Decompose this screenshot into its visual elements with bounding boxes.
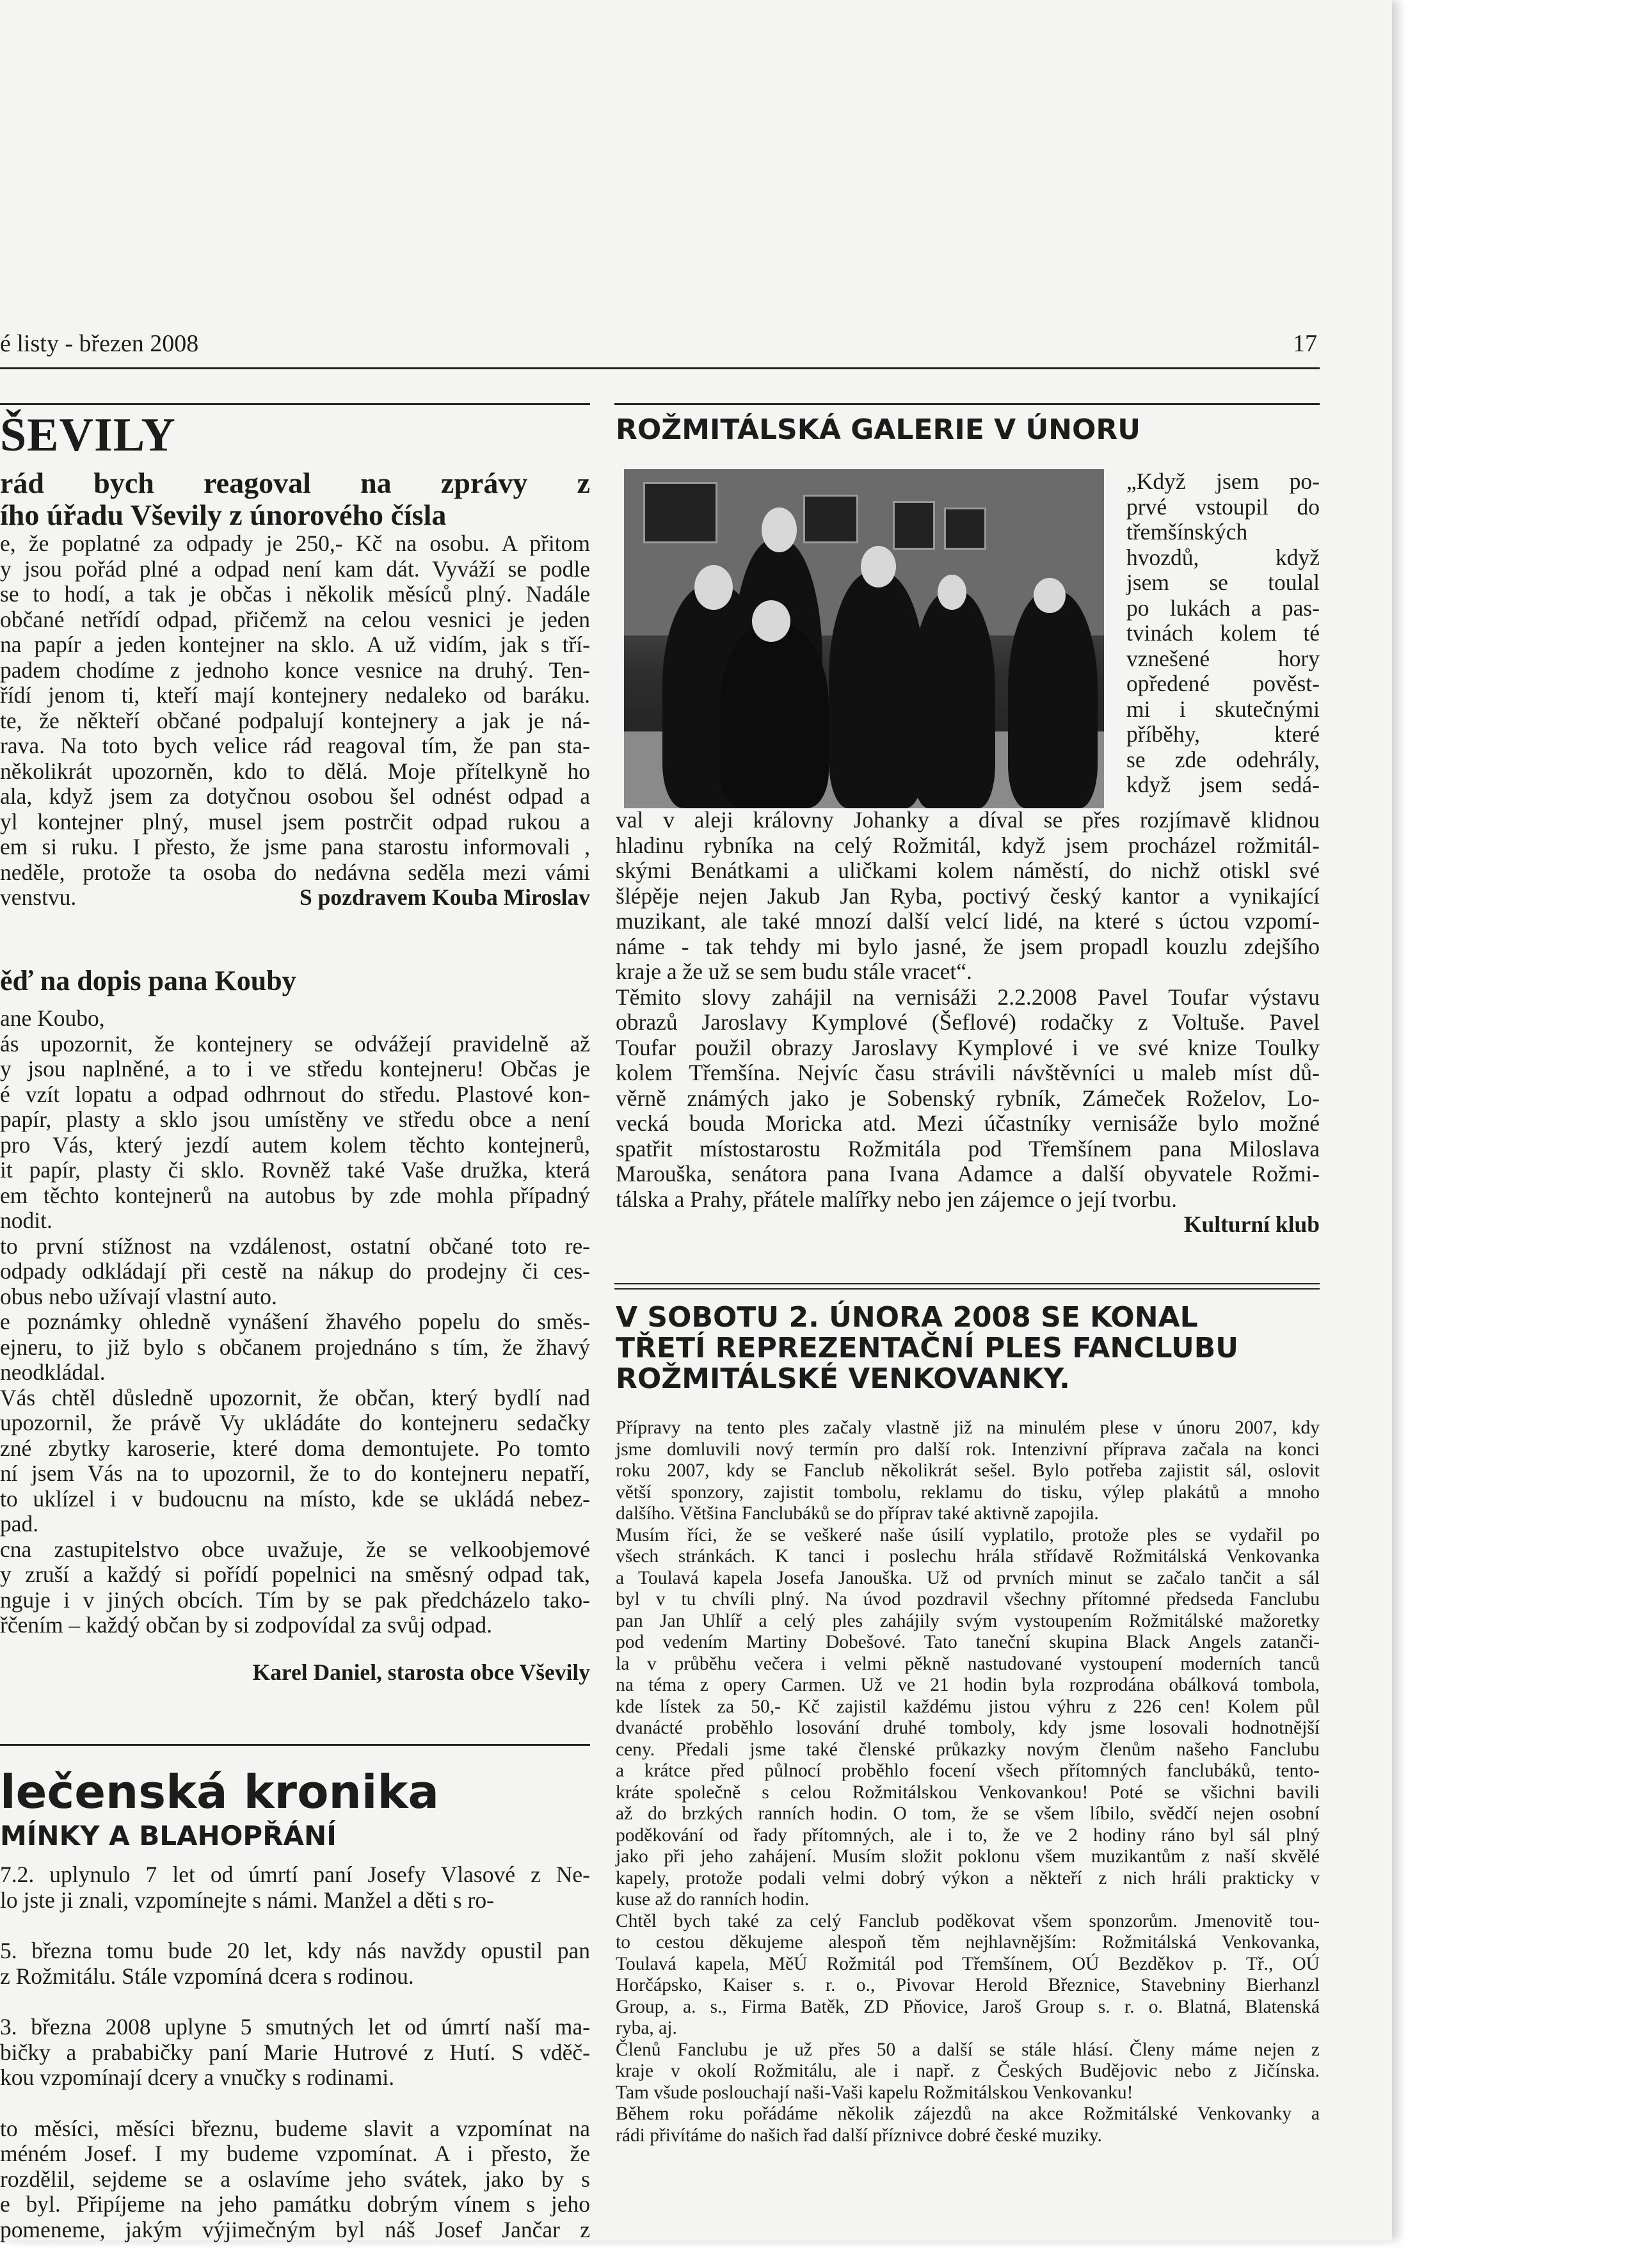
ples-line: a krátce před půlnocí proběhlo focení všech přítomných fanclubáků, tento- bbox=[616, 1761, 1320, 1781]
person bbox=[720, 623, 829, 808]
ples-line: jsme domluvili nový termín pro další rok. Intenzivní příprava začala na konci bbox=[616, 1439, 1320, 1460]
ples-line: pan Jan Uhlíř a celý ples zahájily svým vystoupením Rožmitálské mažoretky bbox=[616, 1610, 1320, 1631]
ples-line: roku 2007, kdy se Fanclub několikrát sešel. Bylo potřeba zajistit sál, oslovit bbox=[616, 1460, 1320, 1481]
kronika-body bbox=[0, 1862, 590, 2268]
ples-line: poděkování od řady přítomných, ale i to, že ve 2 hodiny ráno byl sál plný bbox=[616, 1825, 1320, 1846]
quote-line: prvé vstoupil do bbox=[1126, 493, 1320, 520]
reply-line: Vás chtěl důsledně upozornit, že občan, který bydlí nad bbox=[0, 1384, 590, 1410]
galerie-quote-beside-photo bbox=[1126, 469, 1320, 798]
header-rule bbox=[0, 367, 1320, 369]
galerie-quote-lines bbox=[1126, 469, 1320, 798]
quote-line: tvinách kolem té bbox=[1126, 620, 1320, 646]
galerie-line: val v aleji královny Johanky a díval se přes rozjímavě klidnou bbox=[616, 807, 1320, 833]
ples-line: jako při jeho zahájení. Musím složit poklonu všem muzikantům z naší skvělé bbox=[616, 1846, 1320, 1867]
painting bbox=[803, 495, 858, 543]
ples-line: Group, a. s., Firma Batěk, ZD Pňovice, Jaroš Group s. r. o. Blatná, Blatenská bbox=[616, 1996, 1320, 2017]
galerie-body bbox=[616, 808, 1320, 1238]
reply-signature: Karel Daniel, starosta obce Vševily bbox=[252, 1659, 590, 1685]
reply-heading: ěď na dopis pana Kouby bbox=[0, 965, 296, 996]
ples-line: kuse až do ranních hodin. bbox=[616, 1889, 810, 1910]
ples-line: dvanácté proběhlo losování druhé tomboly, kdy jsme losovali hodnotnější bbox=[616, 1718, 1320, 1738]
page-number: 17 bbox=[1293, 330, 1317, 357]
galerie-line: věrně známých jako je Sobenský rybník, Zámeček Roželov, Lo- bbox=[616, 1085, 1320, 1111]
galerie-line: muzikant, ale také mnozí další velcí lidé, na které s úctou vzpomí- bbox=[616, 908, 1320, 934]
kronika-line: rozdělil, sejdeme se a oslavíme jeho svátek, jako by s bbox=[0, 2166, 590, 2192]
kronika-line: pomeneme, jakým výjimečným byl náš Josef Jančar z bbox=[0, 2216, 590, 2242]
ples-line: Tam všude poslouchají naši-Vaši kapelu Rožmitálskou Venkovanku! bbox=[616, 2082, 1133, 2103]
reply-body bbox=[0, 1006, 590, 1638]
quote-line: po lukách a pas- bbox=[1126, 595, 1320, 621]
quote-line: vznešené hory bbox=[1126, 645, 1320, 671]
ples-line: kraje v okolí Rožmitálu, ale i např. z Českých Budějovic nebo z Jičínska. bbox=[616, 2061, 1320, 2081]
ples-line: la v průběhu večera i velmi pěkně nastudované vystoupení moderních tanců bbox=[616, 1653, 1320, 1674]
reply-line: em těchto kontejnerů na autobus by zde mohla případný bbox=[0, 1182, 590, 1208]
vernissage-photo bbox=[624, 469, 1104, 808]
person-face bbox=[938, 575, 966, 610]
column-rule bbox=[614, 403, 1320, 405]
reply-line: nguje i v jiných obcích. Tím by se pak předcházelo tako- bbox=[0, 1586, 590, 1613]
galerie-line: náme - tak tehdy mi bylo jasné, že jsem propadl kouzlu zdejšího bbox=[616, 933, 1320, 959]
ples-line: a Toulavá kapela Josefa Janouška. Už od prvních minut se začalo tančit a sál bbox=[616, 1567, 1320, 1588]
column-rule bbox=[0, 403, 590, 405]
quote-line: když jsem sedá- bbox=[1126, 772, 1320, 797]
ples-lines bbox=[616, 1418, 1320, 2146]
galerie-line: skými Benátkami a uličkami kolem náměstí, do nichž otiskl své bbox=[616, 858, 1320, 883]
ples-line: byl v tu chvíli plný. Na úvod pozdravil všechny přítomné předseda Fanclubu bbox=[616, 1589, 1320, 1609]
ples-line: na téma z opery Carmen. Už ve 21 hodin byla rozprodána obálková tombola, bbox=[616, 1675, 1320, 1695]
painting bbox=[944, 507, 986, 550]
person-face bbox=[861, 546, 896, 587]
person-face bbox=[752, 600, 790, 642]
galerie-lines bbox=[616, 808, 1320, 1212]
painting bbox=[643, 482, 717, 543]
kronika-paragraph bbox=[0, 2015, 590, 2091]
reply-line: ejneru, to již bylo s občanem projednáno s tím, že žhavý bbox=[0, 1334, 590, 1360]
ples-line: pod vedením Martiny Dobešové. Tato taneční skupina Black Angels zatanči- bbox=[616, 1632, 1320, 1652]
galerie-line: Těmito slovy zahájil na vernisáži 2.2.2008 Pavel Toufar výstavu bbox=[616, 984, 1320, 1010]
ples-title-line: ROŽMITÁLSKÉ VENKOVANKY. bbox=[616, 1362, 1070, 1395]
kronika-line: lo jste ji znali, vzpomínejte s námi. Manžel a děti s ro- bbox=[0, 1887, 494, 1913]
reply-line: cna zastupitelstvo obce uvažuje, že se velkoobjemové bbox=[0, 1536, 590, 1562]
reply-line: pro Vás, který jezdí autem kolem těchto kontejnerů, bbox=[0, 1131, 590, 1158]
kronika-line: 5. března tomu bude 20 let, kdy nás navždy opustil pan bbox=[0, 1938, 590, 1963]
ples-line: Přípravy na tento ples začaly vlastně již na minulém plese v únoru 2007, kdy bbox=[616, 1418, 1320, 1438]
ples-title-lines bbox=[616, 1302, 1320, 1394]
kronika-line: méném Josef. I my budeme vzpomínat. A i přesto, že bbox=[0, 2141, 590, 2166]
person-face bbox=[1034, 578, 1066, 613]
kronika-paragraph bbox=[0, 2116, 590, 2243]
kronika-line: kou vzpomínají dcery a vnučky s rodinami. bbox=[0, 2064, 395, 2090]
ples-title-line: V SOBOTU 2. ÚNORA 2008 SE KONAL bbox=[616, 1301, 1198, 1334]
kronika-line: e byl. Připíjeme na jeho památku dobrým vínem s jeho bbox=[0, 2191, 590, 2217]
person bbox=[1008, 591, 1098, 808]
ples-line: Musím říci, že se veškeré naše úsilí vyplatilo, protože ples se vydařil po bbox=[616, 1524, 1320, 1545]
galerie-line: Marouška, senátora pana Ivana Adamce a další obyvatele Rožmi- bbox=[616, 1161, 1320, 1186]
reply-line: y zruší a každý si pořídí popelnici na směsný odpad tak, bbox=[0, 1561, 590, 1587]
reply-line: papír, plasty a sklo jsou umístěny ve středu obce a není bbox=[0, 1106, 590, 1132]
person bbox=[912, 591, 995, 808]
ples-title bbox=[616, 1302, 1320, 1394]
ples-line: Horčápsko, Kaiser s. r. o., Pivovar Herold Březnice, Stavebniny Bierhanzl bbox=[616, 1975, 1320, 1995]
letter-line: yl kontejner plný, musel jsem postrčit odpad rukou a bbox=[0, 808, 590, 835]
quote-line: mi i skutečnými bbox=[1126, 696, 1320, 722]
running-header: é listy - březen 2008 bbox=[0, 330, 199, 357]
galerie-line: kraje a že už se sem budu stále vracet“. bbox=[616, 959, 972, 984]
letter-line: e, že poplatné za odpady je 250,- Kč na osobu. A přitom bbox=[0, 531, 590, 556]
double-rule bbox=[614, 1283, 1320, 1290]
letter-kouba bbox=[0, 467, 590, 911]
reply-line: pad. bbox=[0, 1511, 39, 1537]
reply-line: it papír, plasty či sklo. Rovněž také Vaše družka, která bbox=[0, 1157, 590, 1183]
ples-line: dalšího. Většina Fanclubáků se do příprav také aktivně zapojila. bbox=[616, 1503, 1099, 1524]
galerie-line: kolem Třemšína. Nejvíc času strávili návštěvníci u maleb míst dů- bbox=[616, 1060, 1320, 1085]
letter-line: venstvu. bbox=[0, 884, 77, 910]
reply-line: to uklízel i v budoucnu na místo, kde se ukládá nebez- bbox=[0, 1485, 590, 1512]
galerie-signature: Kulturní klub bbox=[1183, 1211, 1320, 1237]
ples-body bbox=[616, 1418, 1320, 2146]
galerie-line: obrazů Jaroslavy Kymplové (Šeflové) rodačky z Voltuše. Pavel bbox=[616, 1009, 1320, 1035]
quote-line: hvozdů, když bbox=[1126, 544, 1320, 570]
kronika-line: bičky a prababičky paní Marie Hutrové z Hutí. S vděč- bbox=[0, 2039, 590, 2065]
reply-line: ní jsem Vás na to upozornil, že to do kontejneru nepatří, bbox=[0, 1460, 590, 1486]
person bbox=[829, 571, 925, 808]
ples-line: Během roku pořádáme několik zájezdů na akce Rožmitálské Venkovanky a bbox=[616, 2104, 1320, 2124]
quote-line: jsem se toulal bbox=[1126, 570, 1320, 595]
galerie-line: hladinu rybníka na celý Rožmitál, když jsem procházel rožmitál- bbox=[616, 832, 1320, 858]
letter-line: te, že někteří občané podpalují kontejnery a jak je ná- bbox=[0, 707, 590, 733]
reply-line: řčením – každý občan by si zodpovídal za svůj odpad. bbox=[0, 1612, 492, 1638]
letter-body bbox=[0, 531, 590, 911]
ples-line: rádi přivítáme do našich řad další příznivce dobré české muziky. bbox=[616, 2125, 1102, 2146]
letter-reply bbox=[0, 1006, 590, 1685]
galerie-line: šlépěje nejen Jakub Jan Ryba, poctivý český kantor a vynikající bbox=[616, 882, 1320, 909]
letter-heading-line: ího úřadu Vševily z únorového čísla bbox=[0, 499, 447, 531]
quote-line: opředené pověst- bbox=[1126, 671, 1320, 696]
ples-line: kráte společně s celou Rožmitálskou Venkovankou! Poté se všichni bavili bbox=[616, 1782, 1320, 1803]
ples-line: Toulavá kapela, MěÚ Rožmitál pod Třemšínem, OÚ Bezděkov p. Tř., OÚ bbox=[616, 1953, 1320, 1974]
letter-line: ala, když jsem za dotyčnou osobou šel odnést odpad a bbox=[0, 783, 590, 809]
galerie-line: spatřit místostarostu Rožmitála pod Třemšínem pana Miloslava bbox=[616, 1135, 1320, 1162]
ples-line: to cestou děkujeme alespoň těm nejhlavnějším: Rožmitálská Venkovanka, bbox=[616, 1932, 1320, 1953]
kronika-paragraph bbox=[0, 1938, 590, 1989]
reply-line: e poznámky ohledně vynášení žhavého popelu do směs- bbox=[0, 1309, 590, 1334]
letter-line: řídí jenom ti, kteří mají kontejnery nedaleko od baráku. bbox=[0, 682, 590, 708]
quote-line: příběhy, které bbox=[1126, 721, 1320, 747]
section-title: ŠEVILY bbox=[0, 409, 176, 461]
ples-line: Chtěl bych také za celý Fanclub poděkovat všem sponzorům. Jmenovitě tou- bbox=[616, 1910, 1320, 1931]
reply-line: odpady odkládají při cestě na nákup do prodejny či ces- bbox=[0, 1258, 590, 1284]
reply-line: neodkládal. bbox=[0, 1359, 106, 1385]
letter-line: padem chodíme z jednoho konce vesnice na druhý. Ten- bbox=[0, 657, 590, 683]
person-face bbox=[694, 565, 733, 610]
letter-line: em si ruku. I přesto, že jsme pana starostu informovali , bbox=[0, 834, 590, 859]
kronika-line: 3. března 2008 uplyne 5 smutných let od úmrtí naší ma- bbox=[0, 2014, 590, 2040]
ples-line: ryba, aj. bbox=[616, 2018, 677, 2038]
quote-line: „Když jsem po- bbox=[1126, 468, 1320, 494]
painting bbox=[893, 501, 935, 550]
ples-line: Členů Fanclubu je už přes 50 a další se stále hlásí. Členy máme nejen z bbox=[616, 2039, 1320, 2060]
letter-line: se to hodí, a tak je občas i několik měsíců plný. Nadále bbox=[0, 581, 590, 607]
ples-line: až do brzkých ranních hodin. O tom, že se všem líbilo, svědčí nejen osobní bbox=[616, 1803, 1320, 1824]
ples-line: všech stránkách. K tanci i poslechu hrála střídavě Rožmitálská Venkovanka bbox=[616, 1546, 1320, 1567]
ples-title-line: TŘETÍ REPREZENTAČNÍ PLES FANCLUBU bbox=[616, 1332, 1239, 1364]
reply-line: obus nebo užívají vlastní auto. bbox=[0, 1283, 277, 1309]
letter-line: na papír a jeden kontejner na sklo. A už vidím, jak s tří- bbox=[0, 632, 590, 657]
ples-line: kde lístek za 50,- Kč zajistil každému jistou výhru z 226 cen! Kolem půl bbox=[616, 1696, 1320, 1717]
reply-line: nodit. bbox=[0, 1208, 52, 1233]
reply-line: é vzít lopatu a odpad odhrnout do středu. Plastové kon- bbox=[0, 1081, 590, 1107]
letter-line: občané netřídí odpad, přičemž na celou vesnici je jeden bbox=[0, 606, 590, 632]
kronika-paragraph bbox=[0, 1862, 590, 1913]
quote-line: se zde odehrály, bbox=[1126, 746, 1320, 772]
galerie-line: vecká bouda Moricka atd. Mezi účastníky vernisáže bylo možné bbox=[616, 1110, 1320, 1136]
kronika-line: 7.2. uplynulo 7 let od úmrtí paní Josefy Vlasové z Ne- bbox=[0, 1862, 590, 1887]
letter-heading-line: rád bych reagoval na zprávy z bbox=[0, 467, 590, 499]
kronika-paragraphs bbox=[0, 1862, 590, 2242]
ples-line: ceny. Předali jsme také členské průkazky novým členům našeho Fanclubu bbox=[616, 1739, 1320, 1760]
galerie-title: ROŽMITÁLSKÁ GALERIE V ÚNORU bbox=[616, 413, 1141, 446]
kronika-line: to měsíci, měsíci březnu, budeme slavit a vzpomínat na bbox=[0, 2115, 590, 2141]
kronika-subtitle: MÍNKY A BLAHOPŘÁNÍ bbox=[0, 1820, 337, 1851]
letter-line: několikrát upozorněn, kdo to dělá. Moje přítelkyně ho bbox=[0, 758, 590, 784]
kronika-line: z Rožmitálu. Stále vzpomíná dcera s rodinou. bbox=[0, 1963, 414, 1989]
reply-line: zné zbytky karoserie, které doma demontujete. Po tomto bbox=[0, 1435, 590, 1461]
ples-line: větší sponzory, zajistit tombolu, reklamu do tisku, výlep plakátů a mnoho bbox=[616, 1481, 1320, 1503]
letter-signature: S pozdravem Kouba Miroslav bbox=[300, 884, 590, 910]
letter-line: rava. Na toto bych velice rád reagoval tím, že pan sta- bbox=[0, 733, 590, 758]
reply-line: ás upozornit, že kontejnery se odvážejí pravidelně až bbox=[0, 1030, 590, 1057]
reply-line: upozornil, že právě Vy ukládáte do kontejneru sedačky bbox=[0, 1410, 590, 1435]
reply-line: to první stížnost na vzdálenost, ostatní občané toto re- bbox=[0, 1233, 590, 1259]
person-face bbox=[762, 507, 797, 552]
letter-line: neděle, protože ta osoba do nedávna seděla mezi vámi bbox=[0, 859, 590, 885]
reply-line: ane Koubo, bbox=[0, 1005, 105, 1031]
reply-line: y jsou naplněné, a to i ve středu kontejneru! Občas je bbox=[0, 1056, 590, 1082]
galerie-line: Toufar použil obrazy Jaroslavy Kymplové i ve své knize Toulky bbox=[616, 1034, 1320, 1060]
letter-line: y jsou pořád plné a odpad není kam dát. Vyváží se podle bbox=[0, 555, 590, 582]
kronika-title: lečenská kronika bbox=[0, 1765, 439, 1819]
ples-line: kapely, protože podali velmi dobrý výkon a někteří z nich hráli prakticky v bbox=[616, 1867, 1320, 1889]
quote-line: třemšínských bbox=[1126, 519, 1248, 545]
column-rule bbox=[0, 1744, 590, 1746]
galerie-line: tálska a Prahy, přátele malířky nebo jen zájemce o její tvorbu. bbox=[616, 1186, 1177, 1212]
